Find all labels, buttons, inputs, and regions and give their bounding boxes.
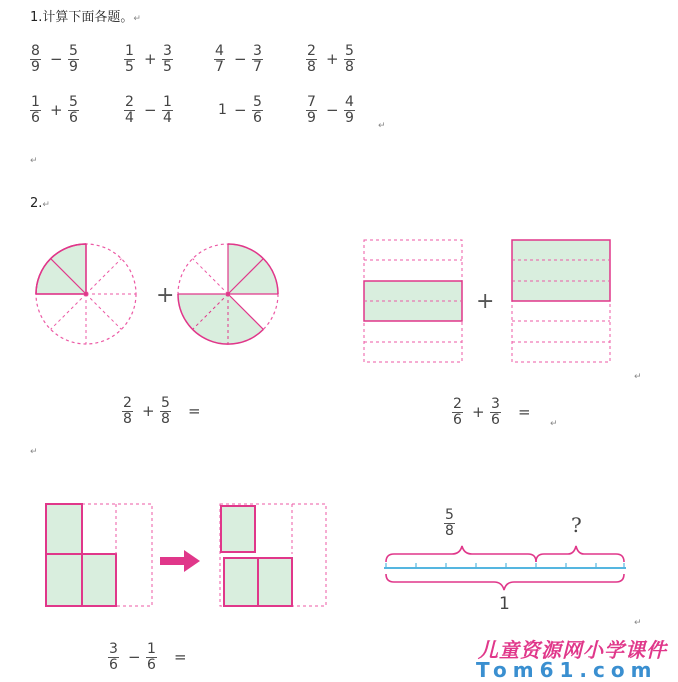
plus-sign: + <box>156 283 175 308</box>
paragraph-mark: ↵ <box>30 156 38 166</box>
operator: − <box>144 101 157 119</box>
operator: − <box>50 50 63 68</box>
denominator: 9 <box>69 59 78 75</box>
fraction <box>68 95 79 126</box>
fraction <box>30 95 41 126</box>
fraction <box>124 95 135 126</box>
rect-two-sixths <box>364 240 462 362</box>
operator: + <box>144 50 157 68</box>
denominator: 6 <box>31 110 40 126</box>
denominator: 8 <box>161 411 170 427</box>
numerator: 8 <box>31 43 40 59</box>
rect-three-sixths <box>512 240 610 362</box>
denominator: 6 <box>109 657 118 673</box>
denominator: 9 <box>345 110 354 126</box>
operator: − <box>234 50 247 68</box>
numerator: 1 <box>147 641 156 657</box>
denominator: 6 <box>491 412 500 428</box>
paragraph-mark: ↵ <box>30 447 38 457</box>
fraction <box>30 44 41 75</box>
denominator: 9 <box>307 110 316 126</box>
fraction <box>146 642 157 673</box>
question-2-title: 2.↵ <box>30 196 50 211</box>
numerator: 3 <box>109 641 118 657</box>
numerator: 3 <box>163 43 172 59</box>
segment-question-mark: ? <box>571 513 582 537</box>
numerator: 5 <box>69 94 78 110</box>
watermark-line2: Tom61.com <box>476 658 658 682</box>
numerator: 5 <box>253 94 262 110</box>
denominator: 4 <box>163 110 172 126</box>
fraction <box>252 44 263 75</box>
rectangle-diagrams <box>360 236 616 366</box>
fraction <box>306 44 317 75</box>
watermark-line1: 儿童资源网小学课件 <box>478 638 667 662</box>
fraction <box>344 95 355 126</box>
operator: + <box>472 403 485 421</box>
numerator: 3 <box>253 43 262 59</box>
denominator: 6 <box>453 412 462 428</box>
denominator: 8 <box>345 59 354 75</box>
whole-number: 1 <box>218 102 227 118</box>
denominator: 7 <box>253 59 262 75</box>
paragraph-mark: ↵ <box>634 372 642 382</box>
numerator: 4 <box>345 94 354 110</box>
fraction <box>160 396 171 427</box>
fraction <box>252 95 263 126</box>
denominator: 6 <box>147 657 156 673</box>
segment-total: 1 <box>499 594 510 614</box>
fraction <box>122 396 133 427</box>
numerator: 7 <box>307 94 316 110</box>
denominator: 6 <box>69 110 78 126</box>
fraction <box>306 95 317 126</box>
operator: + <box>142 402 155 420</box>
denominator: 5 <box>125 59 134 75</box>
numerator: 2 <box>123 395 132 411</box>
grid-three-sixths <box>46 504 152 606</box>
equals-sign: = <box>174 648 187 666</box>
circle-diagrams <box>30 238 290 350</box>
subtraction-diagram <box>44 500 334 612</box>
denominator: 7 <box>215 59 224 75</box>
arrow-icon <box>160 550 200 572</box>
fraction <box>68 44 79 75</box>
grid-two-sixths <box>220 504 326 606</box>
numerator: 5 <box>161 395 170 411</box>
fraction <box>162 44 173 75</box>
operator: + <box>50 101 63 119</box>
numerator: 1 <box>125 43 134 59</box>
operator: − <box>234 101 247 119</box>
fraction <box>452 397 463 428</box>
numerator: 1 <box>31 94 40 110</box>
circle-two-eighths <box>36 244 136 344</box>
numerator: 2 <box>453 396 462 412</box>
paragraph-mark: ↵ <box>634 618 642 628</box>
circle-five-eighths <box>178 244 278 344</box>
numerator: 5 <box>345 43 354 59</box>
paragraph-mark: ↵ <box>378 121 386 131</box>
fraction <box>162 95 173 126</box>
equals-sign: = <box>188 402 201 420</box>
question-1-title: 1.计算下面各题。↵ <box>30 10 141 25</box>
numerator: 3 <box>491 396 500 412</box>
numerator: 5 <box>69 43 78 59</box>
numerator: 4 <box>215 43 224 59</box>
denominator: 8 <box>123 411 132 427</box>
denominator: 6 <box>253 110 262 126</box>
operator: − <box>326 101 339 119</box>
equals-sign: = <box>518 403 531 421</box>
denominator: 4 <box>125 110 134 126</box>
operator: − <box>128 648 141 666</box>
paragraph-mark: ↵ <box>550 419 558 429</box>
fraction <box>490 397 501 428</box>
plus-sign: + <box>476 289 495 314</box>
denominator: 5 <box>163 59 172 75</box>
fraction <box>124 44 135 75</box>
denominator: 9 <box>31 59 40 75</box>
fraction <box>214 44 225 75</box>
fraction <box>108 642 119 673</box>
operator: + <box>326 50 339 68</box>
numerator: 2 <box>125 94 134 110</box>
denominator: 8 <box>307 59 316 75</box>
numerator: 2 <box>307 43 316 59</box>
numerator: 1 <box>163 94 172 110</box>
fraction <box>344 44 355 75</box>
segment-fraction: 5 8 <box>445 507 454 539</box>
